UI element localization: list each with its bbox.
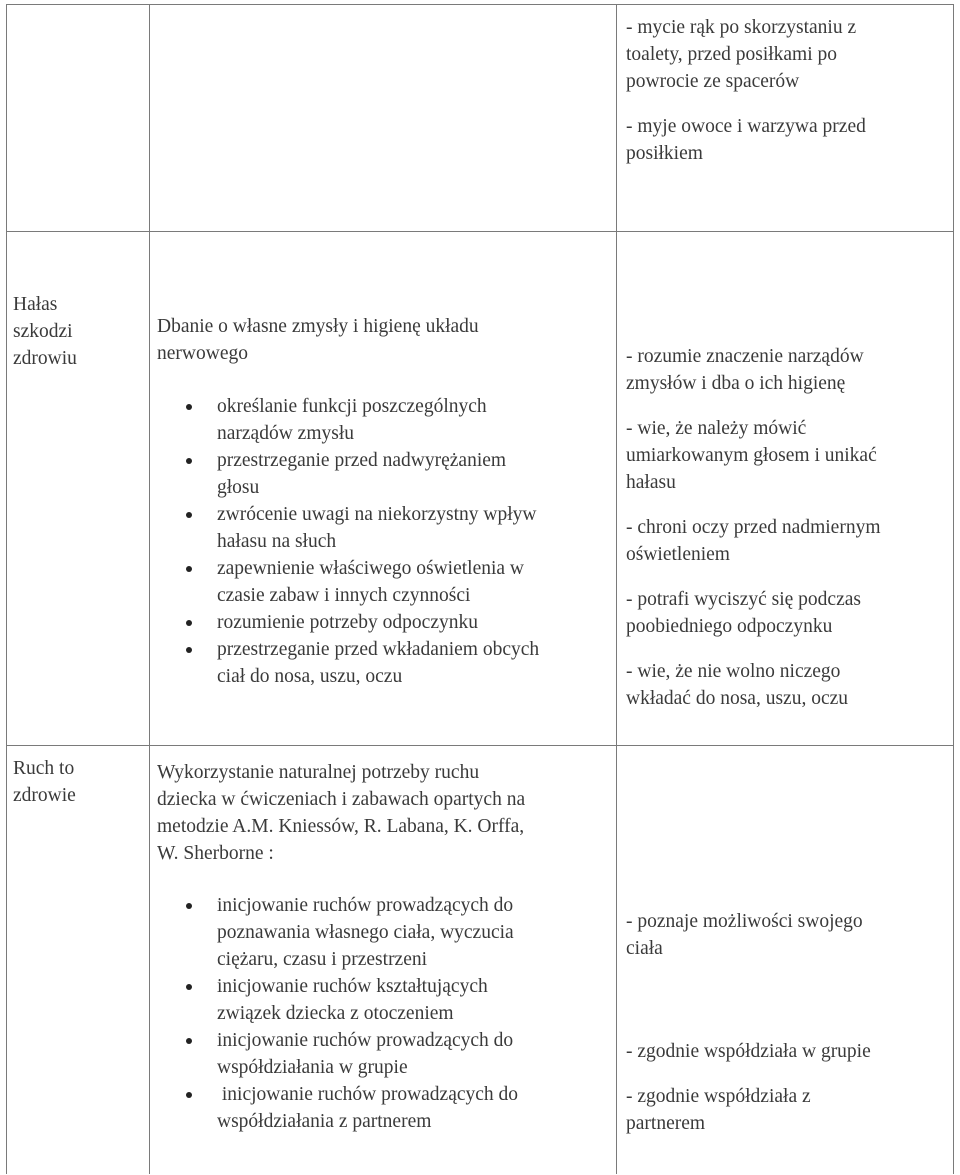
row-3-topic — [13, 755, 76, 809]
outcome-paragraph — [626, 514, 880, 568]
outcome-paragraph — [626, 908, 871, 962]
list-item-line: współdziałania z partnerem — [217, 1111, 432, 1132]
list-item-line: inicjowanie ruchów prowadzących do — [217, 895, 514, 916]
outcome-line: umiarkowanym głosem i unikać — [626, 445, 877, 466]
row-3-content-list — [157, 892, 518, 1135]
heading-line: metodzie A.M. Kniessów, R. Labana, K. Orffa, — [157, 816, 525, 837]
list-item-line: inicjowanie ruchów prowadzących do — [217, 1084, 519, 1105]
list-item — [157, 1081, 518, 1135]
table-column-divider-2 — [616, 4, 617, 1174]
row-2-content-list — [157, 393, 539, 690]
row-divider-1 — [6, 231, 954, 232]
outcome-paragraph — [626, 14, 866, 95]
table-border-left — [6, 4, 7, 1174]
list-item — [157, 973, 518, 1027]
list-item — [157, 447, 539, 501]
heading-line: nerwowego — [157, 343, 248, 364]
row-1-outcomes — [626, 14, 866, 167]
outcome-line: - chroni oczy przed nadmiernym — [626, 517, 881, 538]
topic-line: zdrowie — [13, 785, 76, 806]
outcome-line: poobiedniego odpoczynku — [626, 616, 833, 637]
heading-line: dziecka w ćwiczeniach i zabawach opartych na — [157, 789, 526, 810]
heading-line: Dbanie o własne zmysły i higienę układu — [157, 316, 479, 337]
list-item-line: zapewnienie właściwego oświetlenia w — [217, 558, 525, 579]
outcome-line: - wie, że należy mówić — [626, 418, 807, 439]
table-border-right — [953, 4, 954, 1174]
outcome-paragraph — [626, 113, 866, 167]
list-item — [157, 609, 539, 636]
outcome-line: ciała — [626, 938, 663, 959]
list-item-line: głosu — [217, 477, 260, 498]
row-3-outcomes — [626, 908, 871, 1137]
outcome-paragraph — [626, 586, 880, 640]
outcome-line: wkładać do nosa, uszu, oczu — [626, 688, 849, 709]
list-item — [157, 501, 539, 555]
list-item — [157, 636, 539, 690]
row-3-content-heading — [157, 759, 525, 867]
outcome-paragraph — [626, 343, 880, 397]
outcome-line: zmysłów i dba o ich higienę — [626, 373, 846, 394]
outcome-line: oświetleniem — [626, 544, 730, 565]
table-border-top — [6, 4, 954, 5]
list-item-line: inicjowanie ruchów kształtujących — [217, 976, 488, 997]
outcome-paragraph — [626, 415, 880, 496]
outcome-line: partnerem — [626, 1113, 706, 1134]
list-item-line: narządów zmysłu — [217, 423, 354, 444]
list-item-line: współdziałania w grupie — [217, 1057, 408, 1078]
outcome-line: - myje owoce i warzywa przed — [626, 116, 866, 137]
topic-line: Hałas — [13, 294, 58, 315]
topic-line: szkodzi — [13, 321, 73, 342]
topic-line: zdrowiu — [13, 348, 77, 369]
list-item — [157, 555, 539, 609]
row-2-outcomes — [626, 343, 880, 712]
heading-line: W. Sherborne : — [157, 843, 274, 864]
outcome-line: hałasu — [626, 472, 676, 493]
table-column-divider-1 — [149, 4, 150, 1174]
outcome-line: - mycie rąk po skorzystaniu z — [626, 17, 857, 38]
list-item — [157, 1027, 518, 1081]
list-item-line: zwrócenie uwagi na niekorzystny wpływ — [217, 504, 537, 525]
row-2-topic — [13, 291, 77, 372]
outcome-paragraph — [626, 1083, 871, 1137]
topic-line: Ruch to — [13, 758, 75, 779]
outcome-line: - rozumie znaczenie narządów — [626, 346, 864, 367]
list-item — [157, 892, 518, 973]
outcome-line: - potrafi wyciszyć się podczas — [626, 589, 861, 610]
outcome-line: - zgodnie współdziała z — [626, 1086, 811, 1107]
outcome-paragraph — [626, 1038, 871, 1065]
heading-line: Wykorzystanie naturalnej potrzeby ruchu — [157, 762, 480, 783]
outcome-line: - zgodnie współdziała w grupie — [626, 1041, 871, 1062]
list-item-line: przestrzeganie przed wkładaniem obcych — [217, 639, 540, 660]
outcome-line: - wie, że nie wolno niczego — [626, 661, 841, 682]
list-item-line: ciał do nosa, uszu, oczu — [217, 666, 403, 687]
outcome-line: - poznaje możliwości swojego — [626, 911, 863, 932]
outcome-line: powrocie ze spacerów — [626, 71, 800, 92]
list-item-line: czasie zabaw i innych czynności — [217, 585, 471, 606]
list-item-line: rozumienie potrzeby odpoczynku — [217, 612, 478, 633]
list-item-line: określanie funkcji poszczególnych — [217, 396, 487, 417]
row-2-content-heading — [157, 313, 479, 367]
list-item — [157, 393, 539, 447]
outcome-paragraph — [626, 658, 880, 712]
list-item-line: ciężaru, czasu i przestrzeni — [217, 949, 428, 970]
list-item-line: poznawania własnego ciała, wyczucia — [217, 922, 514, 943]
outcome-line: toalety, przed posiłkami po — [626, 44, 838, 65]
outcome-line: posiłkiem — [626, 143, 703, 164]
list-item-line: przestrzeganie przed nadwyrężaniem — [217, 450, 507, 471]
list-item-line: związek dziecka z otoczeniem — [217, 1003, 454, 1024]
row-divider-2 — [6, 745, 954, 746]
list-item-line: inicjowanie ruchów prowadzących do — [217, 1030, 514, 1051]
list-item-line: hałasu na słuch — [217, 531, 337, 552]
